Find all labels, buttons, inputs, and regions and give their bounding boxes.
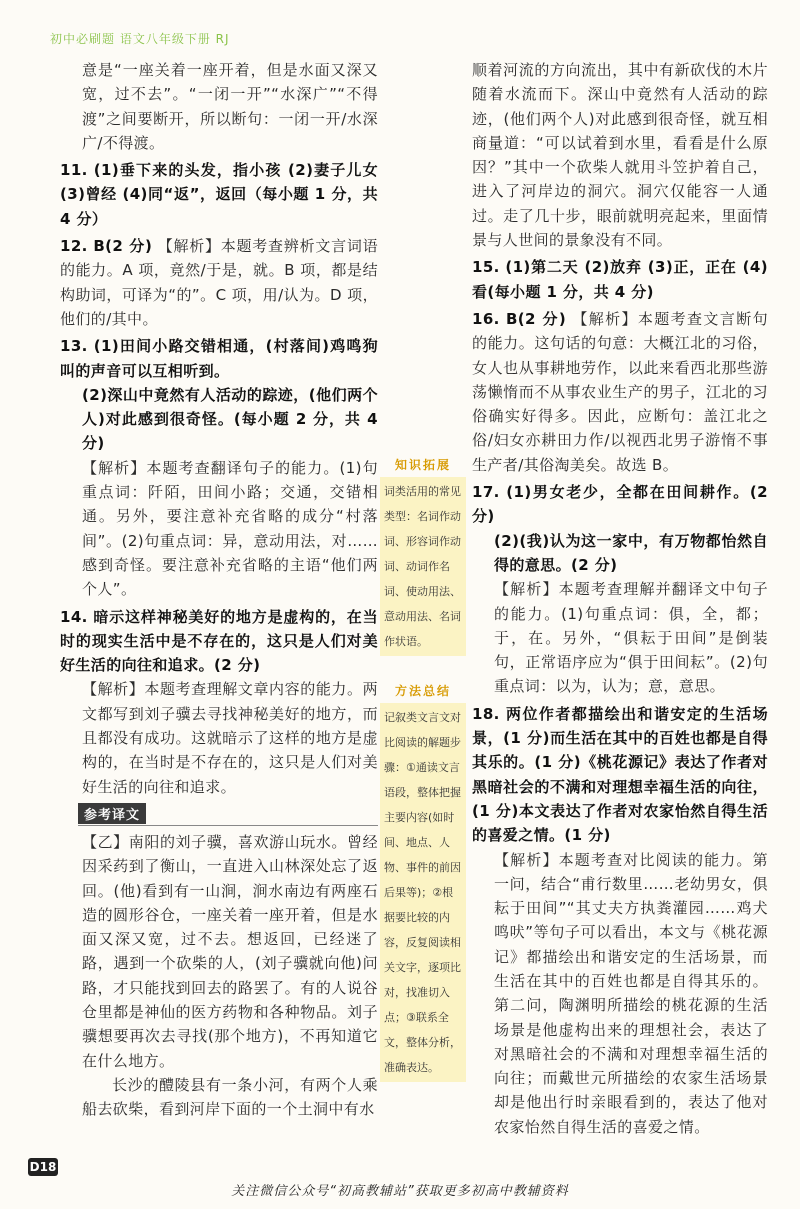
knowledge-extension-body: 词类活用的常见类型：名词作动词、形容词作动词、动词作名词、使动用法、意动用法、名词作状语。 (380, 477, 466, 656)
q13-explanation: 【解析】本题考查翻译句子的能力。(1)句重点词：阡陌，田间小路；交通，交错相通。另外，要注意补充省略的成分“村落间”。(2)句重点词：异，意动用法，对……感到奇怪。要注意补充省略的主语“他们两个人”。 (82, 458, 378, 599)
q12-explanation: 【解析】本题考查辨析文言词语的能力。A 项，竟然/于是，就。B 项，都是结构助词，可译为“的”。C 项，用/认为。D 项，他们的/其中。 (60, 237, 378, 328)
q11-number: 11. (60, 161, 88, 180)
q12-answer: B(2 分) (93, 237, 153, 256)
right-column (472, 58, 768, 1139)
q17-part1: (1)男女老少，全都在田间耕作。(2 分) (472, 483, 768, 526)
q10-continuation: 意是“一座关着一座开着，但是水面又深又宽，过不去”。“一闭一开”“水深广”“不得渡”之间要断开，所以断句：一闭一开/水深广/不得渡。 (82, 61, 378, 152)
q16-answer: B(2 分) (505, 309, 567, 328)
q14-explanation: 【解析】本题考查理解文章内容的能力。两文都写到刘子骥去寻找神秘美好的地方，而且都没有成功。这就暗示了这样的地方是虚构的，在当时是不存在的，这只是人们对美好生活的向往和追求。 (82, 680, 378, 796)
method-summary-box (380, 682, 466, 1082)
q12-number: 12. (60, 237, 88, 256)
footer-note: 关注微信公众号“初高教辅站”获取更多初高中教辅资料 (231, 1184, 569, 1199)
answer-12 (60, 234, 378, 331)
method-summary-body: 记叙类文言文对比阅读的解题步骤：①通读文言语段，整体把握主要内容(如时间、地点、人物、事件的前因后果等)；②根据要比较的内容，反复阅读相关文字，逐项比对，找准切入点；③联系全文，整体分析，准确表达。 (380, 703, 466, 1082)
q16-number: 16. (472, 309, 500, 328)
q15-number: 15. (472, 258, 500, 277)
answer-18 (472, 702, 768, 848)
translation-continuation: 顺着河流的方向流出，其中有新砍伐的木片随着水流而下。深山中竟然有人活动的踪迹，(他们两个人)对此感到很奇怪，就互相商量道：“可以试着到水里，看看是什么原因？”其中一个砍柴人就用斗笠护着自己，进入了河岸边的洞穴。洞穴仅能容一人通过。走了几十步，眼前就明亮起来，里面情景与人世间的景象没有不同。 (472, 61, 768, 250)
answer-17 (472, 480, 768, 529)
q18-number: 18. (472, 704, 500, 723)
knowledge-extension-box (380, 456, 466, 656)
reference-translation-heading (60, 799, 378, 828)
answer-13 (60, 334, 378, 383)
q15-text: (1)第二天 (2)放弃 (3)正，正在 (4)看(每小题 1 分，共 4 分) (472, 258, 769, 301)
running-header: 初中必刷题 语文八年级下册 RJ (50, 32, 230, 46)
q11-text: (1)垂下来的头发，指小孩 (2)妻子儿女 (3)曾经 (4)同“返”，返回（每小题 1 分，共 4 分） (60, 161, 379, 228)
q13-part2: (2)深山中竟然有人活动的踪迹，(他们两个人)对此感到很奇怪。(每小题 2 分，共 4 分) (82, 385, 378, 453)
q17-explanation: 【解析】本题考查理解并翻译文中句子的能力。(1)句重点词：俱，全，都；于，在。另外，“俱耘于田间”是倒装句，正常语序应为“俱于田间耘”。(2)句重点词：以为，认为；意，意思。 (494, 580, 768, 696)
q17-number: 17. (472, 483, 500, 502)
answer-11 (60, 158, 378, 231)
reference-translation-tag: 参考译文 (78, 803, 146, 824)
method-summary-title: 方法总结 (394, 684, 451, 698)
sidebar-notes (380, 456, 466, 1108)
answer-14 (60, 605, 378, 678)
q17-part2: (2)(我)认为这一家中，有万物都怡然自得的意思。(2 分) (494, 531, 768, 574)
translation-paragraph-1: 【乙】南阳的刘子骥，喜欢游山玩水。曾经因采药到了衡山，一直进入山林深处忘了返回。(他)看到有一山涧，涧水南边有两座石造的圆形谷仓，一座关着一座开着，但是水面又深又宽，过不去。想返回，已经迷了路，遇到一个砍柴的人，(刘子骥就向他)问路，才只能找到回去的路罢了。有的人说谷仓里都是神仙的医方药物和各种物品。刘子骥想要再次去寻找(那个地方)，不再知道它在什么地方。 (82, 832, 378, 1070)
q13-number: 13. (60, 337, 88, 356)
translation-paragraph-2: 长沙的醴陵县有一条小河，有两个人乘船去砍柴，看到河岸下面的一个土洞中有水 (82, 1075, 378, 1119)
knowledge-extension-title: 知识拓展 (394, 458, 451, 472)
answer-16 (472, 307, 768, 477)
q14-number: 14. (60, 607, 88, 626)
q18-explanation: 【解析】本题考查对比阅读的能力。第一问，结合“甫行数里……老幼男女，俱耘于田间”“其丈夫方执粪灌园……鸡犬鸣吠”等句子可以看出，本文与《桃花源记》都描绘出和谐安定的生活场景，而生活在其中的百姓也都是自得其乐的。第二问，陶渊明所描绘的桃花源的生活场景是他虚构出来的理想社会，表达了对黑暗社会的不满和对理想幸福生活的向往；而戴世元所描绘的农家生活场景却是他出行时亲眼看到的，表达了他对农家怡然自得生活的喜爱之情。 (494, 850, 768, 1136)
q13-part1: (1)田间小路交错相通，(村落间)鸡鸣狗叫的声音可以互相听到。 (60, 337, 378, 380)
q18-answer: 两位作者都描绘出和谐安定的生活场景，(1 分)而生活在其中的百姓也都是自得其乐的。(1 分)《桃花源记》表达了作者对黑暗社会的不满和对理想幸福生活的向往，(1 分)本文表达了作者对农家怡然自得生活的喜爱之情。(1 分) (472, 704, 769, 845)
q14-answer: 暗示这样神秘美好的地方是虚构的，在当时的现实生活中是不存在的，这只是人们对美好生活的向往和追求。(2 分) (60, 607, 379, 675)
q16-explanation: 【解析】本题考查文言断句的能力。这句话的句意：大概江北的习俗，女人也从事耕地劳作，以此来看西北那些游荡懒惰而不从事农业生产的男子，江北的习俗确实好得多。因此，应断句：盖江北之俗/妇女亦耕田力作/以视西北男子游惰不事生产者/其俗淘美矣。故选 B。 (472, 309, 768, 474)
left-column (60, 58, 378, 1121)
page-number-badge: D18 (29, 1160, 57, 1174)
answer-15 (472, 255, 768, 304)
